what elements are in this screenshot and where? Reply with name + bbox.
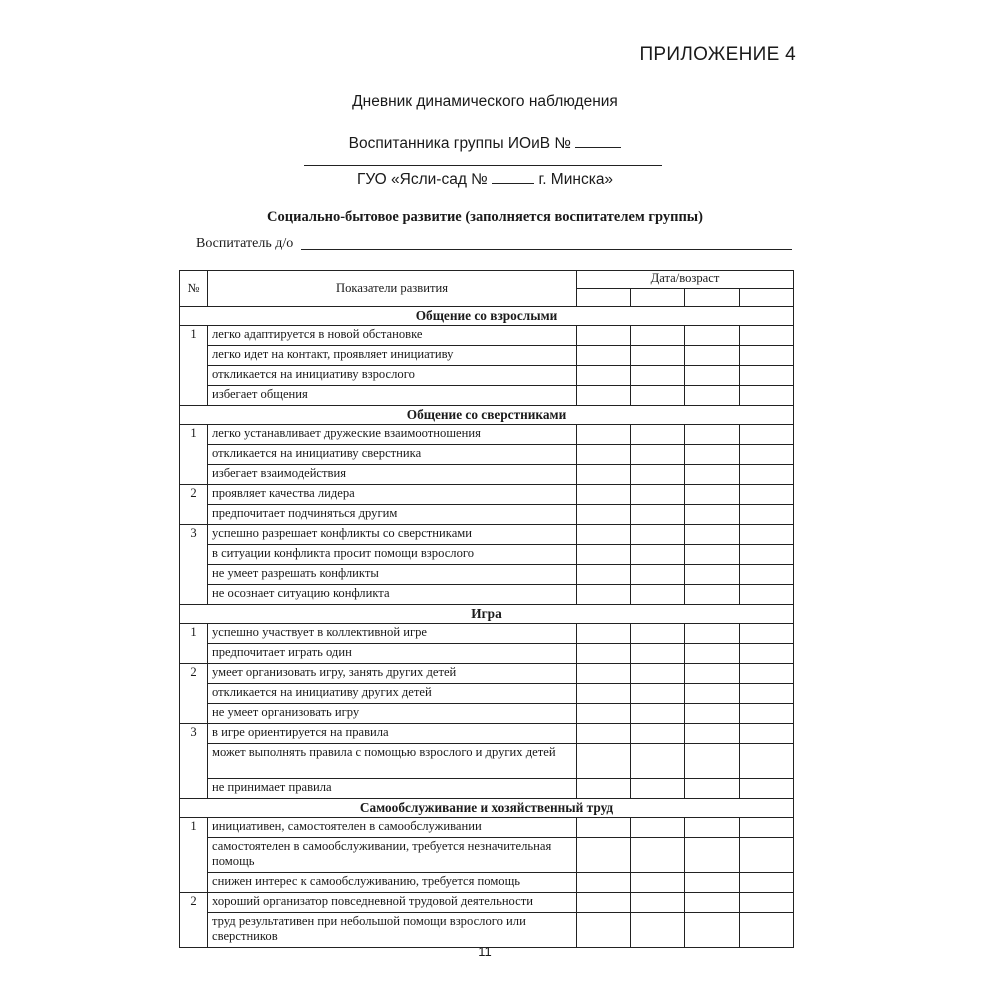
date-entry-cell[interactable]	[740, 704, 794, 724]
date-header-cell[interactable]	[740, 289, 794, 307]
page-number: 11	[478, 944, 492, 959]
date-entry-cell[interactable]	[631, 704, 685, 724]
indicator-row	[180, 346, 794, 366]
indicator-group-number: 1	[180, 425, 208, 485]
date-entry-cell[interactable]	[685, 525, 740, 545]
date-entry-cell[interactable]	[740, 744, 794, 779]
date-entry-cell[interactable]	[685, 744, 740, 779]
date-entry-cell[interactable]	[685, 485, 740, 505]
indicator-row	[180, 744, 794, 779]
date-entry-cell[interactable]	[685, 818, 740, 838]
date-entry-cell[interactable]	[577, 326, 631, 346]
indicator-text: не умеет организовать игру	[208, 704, 577, 724]
indicator-row	[180, 873, 794, 893]
column-header-date-age: Дата/возраст	[577, 271, 794, 289]
indicator-row	[180, 386, 794, 406]
section-row	[180, 605, 794, 624]
date-entry-cell[interactable]	[685, 704, 740, 724]
date-entry-cell[interactable]	[685, 366, 740, 386]
date-entry-cell[interactable]	[577, 724, 631, 744]
indicator-group-number: 2	[180, 893, 208, 948]
date-entry-cell[interactable]	[577, 704, 631, 724]
pupil-group-line	[0, 135, 970, 153]
date-header-cell[interactable]	[631, 289, 685, 307]
date-entry-cell[interactable]	[740, 465, 794, 485]
section-row	[180, 799, 794, 818]
date-entry-cell[interactable]	[740, 445, 794, 465]
date-entry-cell[interactable]	[740, 724, 794, 744]
indicator-text: предпочитает играть один	[208, 644, 577, 664]
school-number-blank	[492, 171, 534, 184]
date-entry-cell[interactable]	[577, 445, 631, 465]
date-entry-cell[interactable]	[685, 565, 740, 585]
date-entry-cell[interactable]	[685, 425, 740, 445]
date-entry-cell[interactable]	[740, 624, 794, 644]
indicator-row	[180, 664, 794, 684]
observation-table-body	[180, 271, 794, 948]
date-entry-cell[interactable]	[685, 779, 740, 799]
indicator-row	[180, 818, 794, 838]
indicator-text: проявляет качества лидера	[208, 485, 577, 505]
date-entry-cell[interactable]	[685, 585, 740, 605]
indicator-text: легко идет на контакт, проявляет инициативу	[208, 346, 577, 366]
indicator-text: избегает взаимодействия	[208, 465, 577, 485]
indicator-row	[180, 704, 794, 724]
date-entry-cell[interactable]	[740, 838, 794, 873]
date-entry-cell[interactable]	[577, 425, 631, 445]
column-header-number: №	[180, 271, 208, 307]
date-entry-cell[interactable]	[685, 893, 740, 913]
indicator-row	[180, 505, 794, 525]
date-entry-cell[interactable]	[685, 724, 740, 744]
date-entry-cell[interactable]	[631, 744, 685, 779]
date-entry-cell[interactable]	[577, 465, 631, 485]
date-entry-cell[interactable]	[577, 565, 631, 585]
indicator-row	[180, 425, 794, 445]
date-entry-cell[interactable]	[631, 779, 685, 799]
date-entry-cell[interactable]	[740, 585, 794, 605]
section-title: Социально-бытовое развитие (заполняется воспитателем группы)	[267, 209, 703, 225]
indicator-row	[180, 724, 794, 744]
date-entry-cell[interactable]	[740, 684, 794, 704]
date-entry-cell[interactable]	[631, 724, 685, 744]
date-entry-cell[interactable]	[740, 326, 794, 346]
indicator-row	[180, 779, 794, 799]
date-entry-cell[interactable]	[577, 346, 631, 366]
indicator-row	[180, 326, 794, 346]
indicator-text: в игре ориентируется на правила	[208, 724, 577, 744]
section-row	[180, 307, 794, 326]
date-entry-cell[interactable]	[740, 485, 794, 505]
indicator-row	[180, 525, 794, 545]
date-entry-cell[interactable]	[577, 485, 631, 505]
indicator-text: откликается на инициативу сверстника	[208, 445, 577, 465]
date-entry-cell[interactable]	[631, 425, 685, 445]
date-entry-cell[interactable]	[740, 913, 794, 948]
date-entry-cell[interactable]	[740, 893, 794, 913]
indicator-text: не умеет разрешать конфликты	[208, 565, 577, 585]
name-fill-line	[304, 165, 662, 166]
date-entry-cell[interactable]	[577, 744, 631, 779]
indicator-row	[180, 445, 794, 465]
date-header-cell[interactable]	[685, 289, 740, 307]
indicator-row	[180, 545, 794, 565]
date-entry-cell[interactable]	[577, 644, 631, 664]
indicator-text: откликается на инициативу других детей	[208, 684, 577, 704]
date-entry-cell[interactable]	[685, 386, 740, 406]
educator-label: Воспитатель д/о	[196, 236, 294, 251]
indicator-group-number: 2	[180, 664, 208, 724]
date-entry-cell[interactable]	[631, 565, 685, 585]
school-suffix: г. Минска»	[538, 171, 614, 188]
indicator-text: успешно разрешает конфликты со сверстниками	[208, 525, 577, 545]
indicator-text: труд результативен при небольшой помощи взрослого или сверстников	[208, 913, 577, 948]
date-entry-cell[interactable]	[631, 644, 685, 664]
indicator-row	[180, 565, 794, 585]
date-entry-cell[interactable]	[631, 684, 685, 704]
date-entry-cell[interactable]	[631, 913, 685, 948]
date-entry-cell[interactable]	[631, 838, 685, 873]
school-prefix: ГУО «Ясли-сад №	[356, 171, 488, 188]
school-line	[0, 171, 970, 189]
date-entry-cell[interactable]	[631, 873, 685, 893]
date-entry-cell[interactable]	[685, 326, 740, 346]
date-header-cell[interactable]	[577, 289, 631, 307]
date-entry-cell[interactable]	[631, 386, 685, 406]
date-entry-cell[interactable]	[577, 366, 631, 386]
date-entry-cell[interactable]	[631, 818, 685, 838]
date-entry-cell[interactable]	[631, 485, 685, 505]
indicator-group-number: 3	[180, 724, 208, 799]
date-entry-cell[interactable]	[685, 465, 740, 485]
date-entry-cell[interactable]	[577, 624, 631, 644]
indicator-text: не осознает ситуацию конфликта	[208, 585, 577, 605]
indicator-text: инициативен, самостоятелен в самообслуживании	[208, 818, 577, 838]
date-entry-cell[interactable]	[577, 913, 631, 948]
date-entry-cell[interactable]	[740, 779, 794, 799]
section-heading: Общение со взрослыми	[180, 307, 794, 326]
indicator-row	[180, 893, 794, 913]
indicator-group-number: 1	[180, 818, 208, 893]
column-header-indicators: Показатели развития	[208, 271, 577, 307]
date-entry-cell[interactable]	[685, 505, 740, 525]
date-entry-cell[interactable]	[577, 873, 631, 893]
date-entry-cell[interactable]	[631, 346, 685, 366]
section-heading: Самообслуживание и хозяйственный труд	[180, 799, 794, 818]
date-entry-cell[interactable]	[577, 893, 631, 913]
date-entry-cell[interactable]	[577, 684, 631, 704]
indicator-group-number: 1	[180, 624, 208, 664]
date-entry-cell[interactable]	[685, 346, 740, 366]
date-entry-cell[interactable]	[577, 545, 631, 565]
date-entry-cell[interactable]	[577, 525, 631, 545]
indicator-text: не принимает правила	[208, 779, 577, 799]
date-entry-cell[interactable]	[631, 525, 685, 545]
date-entry-cell[interactable]	[685, 545, 740, 565]
section-heading: Игра	[180, 605, 794, 624]
date-entry-cell[interactable]	[740, 644, 794, 664]
date-entry-cell[interactable]	[631, 465, 685, 485]
date-entry-cell[interactable]	[577, 386, 631, 406]
date-entry-cell[interactable]	[577, 779, 631, 799]
indicator-text: избегает общения	[208, 386, 577, 406]
indicator-group-number: 2	[180, 485, 208, 525]
date-entry-cell[interactable]	[740, 664, 794, 684]
date-entry-cell[interactable]	[577, 818, 631, 838]
date-entry-cell[interactable]	[740, 525, 794, 545]
appendix-label: ПРИЛОЖЕНИЕ 4	[639, 44, 796, 65]
indicator-group-number: 1	[180, 326, 208, 406]
date-entry-cell[interactable]	[685, 913, 740, 948]
indicator-row	[180, 585, 794, 605]
date-entry-cell[interactable]	[631, 664, 685, 684]
indicator-text: успешно участвует в коллективной игре	[208, 624, 577, 644]
date-entry-cell[interactable]	[740, 565, 794, 585]
indicator-row	[180, 465, 794, 485]
date-entry-cell[interactable]	[685, 644, 740, 664]
date-entry-cell[interactable]	[685, 838, 740, 873]
date-entry-cell[interactable]	[577, 664, 631, 684]
date-entry-cell[interactable]	[577, 838, 631, 873]
educator-fill-line	[301, 249, 792, 250]
indicator-row	[180, 913, 794, 948]
indicator-row	[180, 684, 794, 704]
date-entry-cell[interactable]	[577, 505, 631, 525]
indicator-text: может выполнять правила с помощью взрослого и других детей	[208, 744, 577, 779]
table-header-row	[180, 271, 794, 289]
date-entry-cell[interactable]	[631, 624, 685, 644]
date-entry-cell[interactable]	[740, 818, 794, 838]
date-entry-cell[interactable]	[631, 445, 685, 465]
date-entry-cell[interactable]	[577, 585, 631, 605]
date-entry-cell[interactable]	[740, 386, 794, 406]
date-entry-cell[interactable]	[685, 684, 740, 704]
indicator-text: в ситуации конфликта просит помощи взрослого	[208, 545, 577, 565]
date-entry-cell[interactable]	[631, 326, 685, 346]
date-entry-cell[interactable]	[740, 425, 794, 445]
date-entry-cell[interactable]	[740, 873, 794, 893]
indicator-row	[180, 644, 794, 664]
indicator-row	[180, 366, 794, 386]
date-entry-cell[interactable]	[631, 585, 685, 605]
date-entry-cell[interactable]	[740, 366, 794, 386]
date-entry-cell[interactable]	[740, 346, 794, 366]
pupil-group-label: Воспитанника группы ИОиВ №	[348, 135, 572, 152]
indicator-row	[180, 838, 794, 873]
observation-table	[179, 270, 794, 948]
section-heading: Общение со сверстниками	[180, 406, 794, 425]
indicator-text: снижен интерес к самообслуживанию, требуется помощь	[208, 873, 577, 893]
section-row	[180, 406, 794, 425]
date-entry-cell[interactable]	[685, 873, 740, 893]
date-entry-cell[interactable]	[631, 893, 685, 913]
date-entry-cell[interactable]	[685, 624, 740, 644]
indicator-text: легко адаптируется в новой обстановке	[208, 326, 577, 346]
date-entry-cell[interactable]	[631, 505, 685, 525]
date-entry-cell[interactable]	[740, 505, 794, 525]
diary-title: Дневник динамического наблюдения	[352, 93, 618, 110]
date-entry-cell[interactable]	[631, 545, 685, 565]
indicator-text: умеет организовать игру, занять других детей	[208, 664, 577, 684]
date-entry-cell[interactable]	[685, 664, 740, 684]
indicator-text: хороший организатор повседневной трудовой деятельности	[208, 893, 577, 913]
indicator-group-number: 3	[180, 525, 208, 605]
indicator-text: самостоятелен в самообслуживании, требуется незначительная помощь	[208, 838, 577, 873]
date-entry-cell[interactable]	[685, 445, 740, 465]
indicator-text: откликается на инициативу взрослого	[208, 366, 577, 386]
group-number-blank	[575, 135, 621, 148]
indicator-text: предпочитает подчиняться другим	[208, 505, 577, 525]
indicator-row	[180, 485, 794, 505]
indicator-text: легко устанавливает дружеские взаимоотношения	[208, 425, 577, 445]
date-entry-cell[interactable]	[631, 366, 685, 386]
indicator-row	[180, 624, 794, 644]
date-entry-cell[interactable]	[740, 545, 794, 565]
